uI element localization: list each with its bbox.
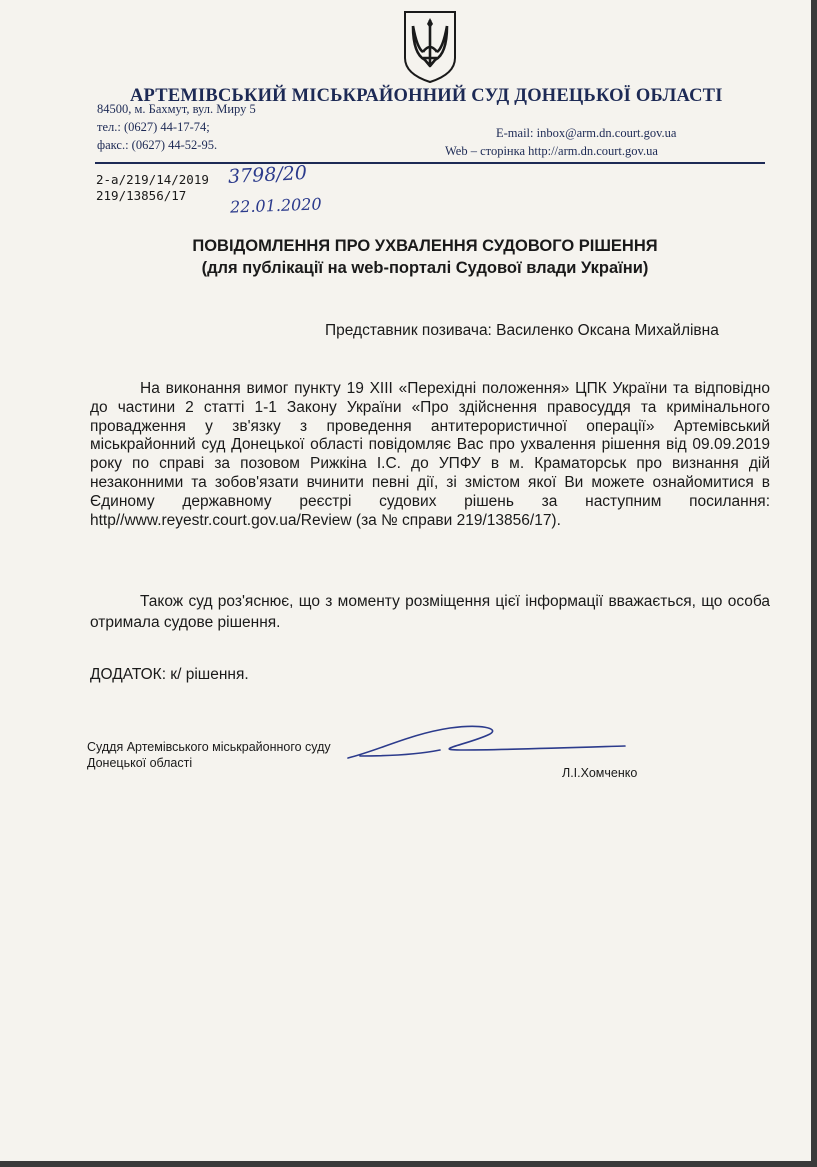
annex-line: ДОДАТОК: к/ рішення. xyxy=(90,666,249,683)
case-ref-1: 2-а/219/14/2019 xyxy=(96,172,209,187)
body-paragraph-1: На виконання вимог пункту 19 ХІІІ «Перехідні положення» ЦПК України та відповідно до частини 2 статті 1-1 Закону України «Про здійснення правосуддя та кримінального провадження у зв'язку з проведення антитерористичної операції» Артемівський міськрайонний суд Донецької області повідомляє Вас про ухвалення рішення від 09.09.2019 року по справі за позовом Рижкіна І.С. до УПФУ в м. Краматорськ про визнання дій незаконними та зобов'язати вчинити певні дії, зі змістом якої Ви можете ознайомитися в Єдиному державному реєстрі судових рішень за наступним посилання: http//www.reyestr.court.gov.ua/Review (за № справи 219/13856/17). xyxy=(90,380,770,529)
judge-position-line-2: Донецької області xyxy=(87,756,193,770)
plaintiff-representative: Представник позивача: Василенко Оксана Михайлівна xyxy=(325,322,719,339)
notice-title: ПОВІДОМЛЕННЯ ПРО УХВАЛЕННЯ СУДОВОГО РІШЕННЯ xyxy=(192,237,658,255)
court-fax: факс.: (0627) 44-52-95. xyxy=(97,138,218,152)
judge-name: Л.І.Хомченко xyxy=(562,766,638,780)
body-paragraph-2: Також суд роз'яснює, що з моменту розміщення цієї інформації вважається, що особа отримала судове рішення. xyxy=(90,593,770,631)
handwritten-registration-number: 3798/20 xyxy=(227,161,308,189)
court-phone: тел.: (0627) 44-17-74; xyxy=(97,120,210,134)
header-divider xyxy=(95,162,765,164)
case-ref-2: 219/13856/17 xyxy=(96,188,187,203)
court-address: 84500, м. Бахмут, вул. Миру 5 xyxy=(97,102,256,116)
scan-edge-bottom xyxy=(0,1161,817,1167)
judge-position-line-1: Суддя Артемівського міськрайонного суду xyxy=(87,740,331,754)
court-website: Web – сторінка http://arm.dn.court.gov.ua xyxy=(445,144,658,158)
notice-subtitle: (для публікації на web-порталі Судової влади України) xyxy=(201,259,649,277)
handwritten-registration-date: 22.01.2020 xyxy=(229,194,322,217)
scan-edge-right xyxy=(811,0,817,1167)
trident-emblem-icon xyxy=(401,8,459,84)
court-email: E-mail: inbox@arm.dn.court.gov.ua xyxy=(496,126,677,140)
court-name: АРТЕМІВСЬКИЙ МІСЬКРАЙОННИЙ СУД ДОНЕЦЬКОЇ ОБЛАСТІ xyxy=(130,86,723,106)
